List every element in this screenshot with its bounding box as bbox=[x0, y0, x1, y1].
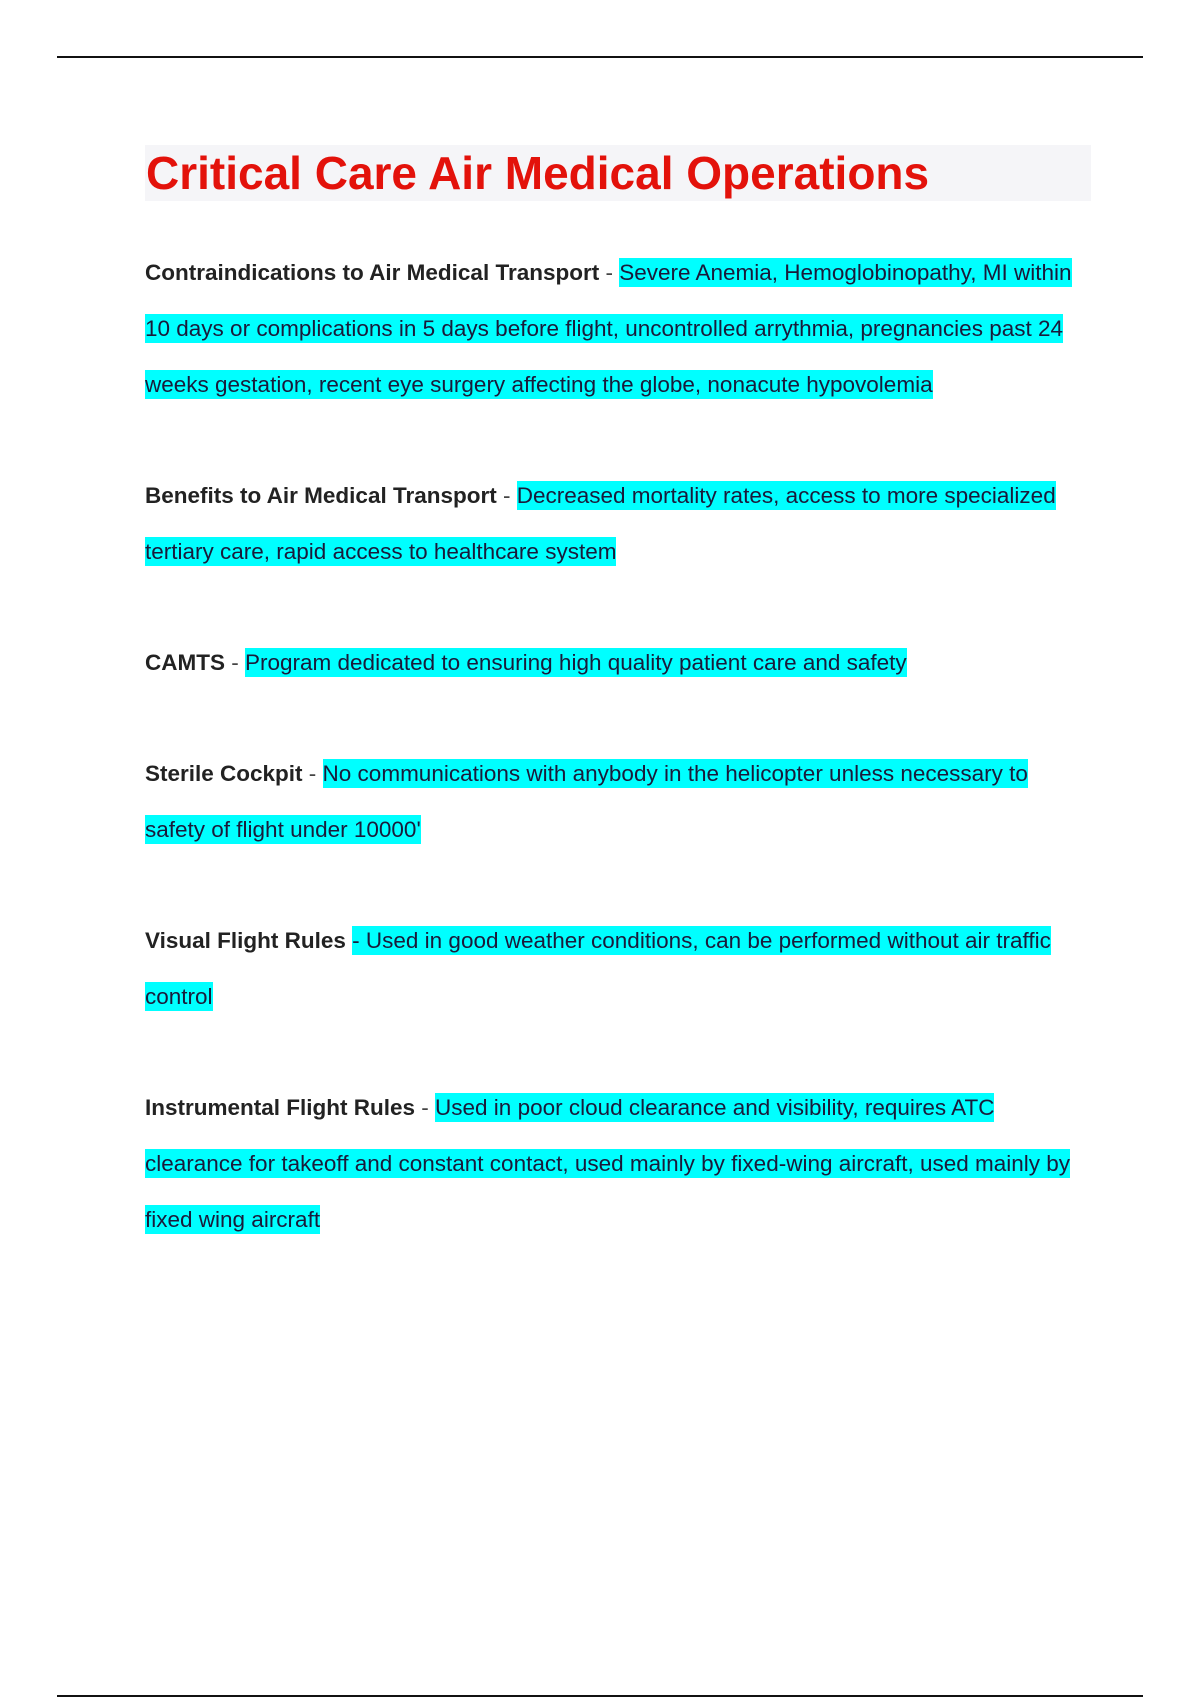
entry-definition-highlight: No communications with anybody in the helicopter unless necessary to safety of flight under 10000' bbox=[145, 761, 1028, 842]
entry-benefits bbox=[145, 468, 1091, 580]
entry-visual-flight-rules bbox=[145, 913, 1091, 1025]
entry-term: CAMTS bbox=[145, 650, 225, 675]
entry-definition-highlight: Decreased mortality rates, access to more specialized tertiary care, rapid access to healthcare system bbox=[145, 483, 1056, 564]
entry-term: Instrumental Flight Rules bbox=[145, 1095, 416, 1120]
document-body bbox=[145, 145, 1091, 1303]
entry-term: Sterile Cockpit bbox=[145, 761, 303, 786]
entry-term: Visual Flight Rules bbox=[145, 928, 346, 953]
bottom-rule bbox=[57, 1695, 1143, 1697]
entry-instrumental-flight-rules bbox=[145, 1080, 1091, 1248]
entry-sterile-cockpit bbox=[145, 746, 1091, 858]
entry-separator: - bbox=[415, 1095, 436, 1120]
entry-separator: - bbox=[302, 761, 323, 786]
entry-separator: - bbox=[496, 483, 517, 508]
entry-separator: - bbox=[225, 650, 245, 675]
title-band bbox=[145, 145, 1091, 201]
entry-contraindications bbox=[145, 245, 1091, 413]
entry-term: Benefits to Air Medical Transport bbox=[145, 483, 497, 508]
entry-definition-highlight: Program dedicated to ensuring high quality patient care and safety bbox=[245, 650, 907, 675]
entry-definition-highlight: Used in poor cloud clearance and visibility, requires ATC clearance for takeoff and constant contact, used mainly by fixed-wing aircraft, used mainly by fixed wing aircraft bbox=[145, 1095, 1071, 1232]
entry-camts bbox=[145, 635, 1091, 691]
document-title: Critical Care Air Medical Operations bbox=[146, 147, 930, 199]
entry-definition-highlight: - Used in good weather conditions, can be performed without air traffic control bbox=[145, 928, 1051, 1009]
entry-term: Contraindications to Air Medical Transport bbox=[145, 260, 600, 285]
top-rule bbox=[57, 56, 1143, 58]
entry-definition-highlight: Severe Anemia, Hemoglobinopathy, MI within 10 days or complications in 5 days before flight, uncontrolled arrythmia, pregnancies past 24 weeks gestation, recent eye surgery affecting the globe, nonacute hypovolemia bbox=[145, 260, 1072, 397]
entry-separator: - bbox=[599, 260, 620, 285]
